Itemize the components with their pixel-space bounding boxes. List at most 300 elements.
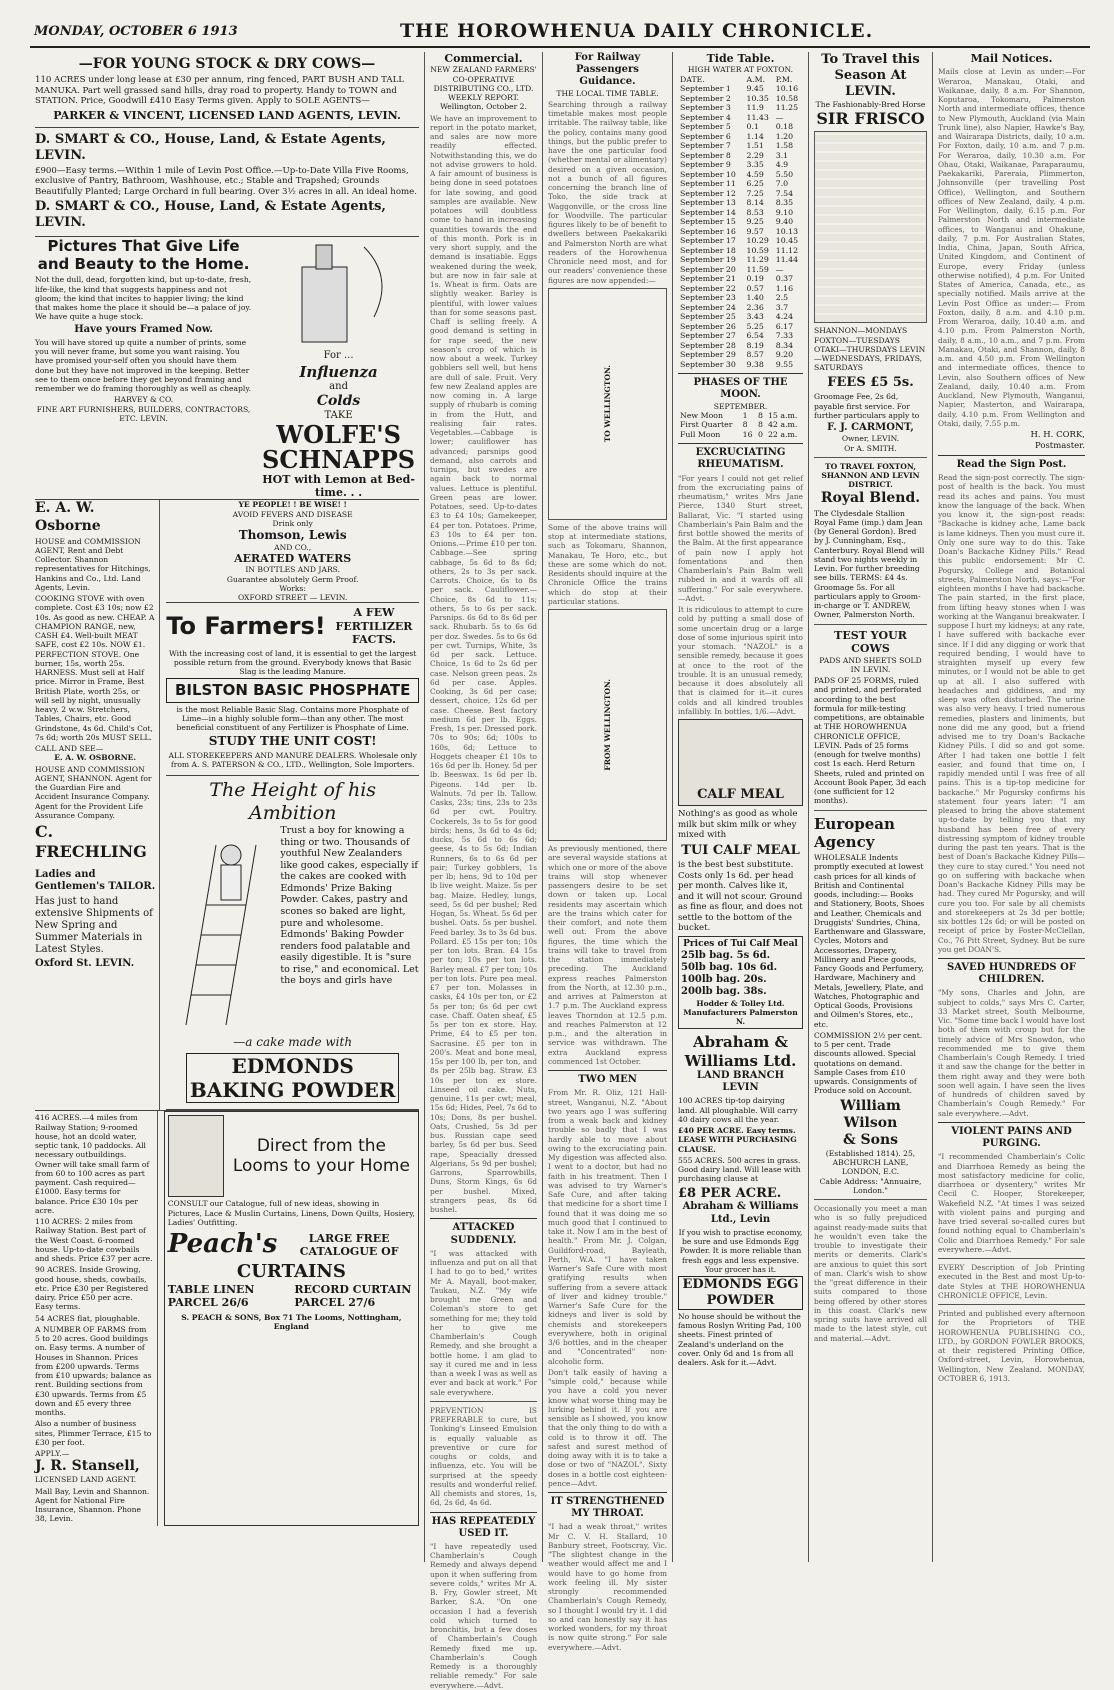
frechling-name: C. FRECHLING [35, 822, 147, 861]
ad-wolfes-schnapps [258, 237, 419, 500]
tide-row [678, 113, 803, 123]
price-row: 25lb bag. 5s 6d. [681, 949, 771, 961]
tide-row [678, 284, 803, 294]
tide-cell: September 6 [680, 131, 731, 141]
issue-date: MONDAY, OCTOBER 6 1913 [34, 24, 238, 39]
tide-row [678, 341, 803, 351]
moon-row [678, 420, 803, 430]
cows-text: PADS OF 25 FORMS, ruled and printed, and perforated according to the best formula for milk-testing competitions, are obtainable at THE HOROWHENUA CHRONICLE OFFICE, LEVIN. Pads of 25 forms (enough for twelve months) cost 1s each. Herd Return Sheets, ruled and printed on Account Book Paper, 3d each (one sufficient for 12 months). [814, 676, 927, 806]
article-body: Mails close at Levin as under:—For Weraroa, Manakau, Otaki, and Waikanae, daily, 8 a.m. For Shannon, Koputaroa, Tokomaru, Palmerston North and intermediate offices, thence to New Plymouth, Auckland (via Main Trunk line), also Napier, Hawke's Bay, and Wairarapa Districts, daily, 10 a.m. For Foxton, daily, 10 a.m. and 7 p.m. For Weraroa, daily, 10.30 a.m. For Ohau, Otaki, Waikanae, Paraparaumu, Paekakariki, Pareraia, Plimmerton, Johnsonville (per travelling Post Office), Wellington, and Southern offices of New Zealand, daily, 4 p.m. For Wellington, daily, 6.15 p.m. For Palmerston North and intermediate offices, to Wanganui and Ohakune, daily, 7 p.m. For Australian States, India, China, Japan, South Africa, United Kingdom, and Continent of Europe, every Friday (unless otherwise notified), 4 p.m. For United States of America, Canada, etc., as specially notified. Mails arrive at the Levin Post Office as under:— From Foxton, daily, 8 a.m. and 4.10 p.m. From Weraroa, daily, 10.40 a.m. and 4.10 p.m. From Palmerston North, daily, 8 a.m., 10 a.m., and 7 p.m. From Manakau, Otaki, and Shannon, daily, 8 a.m. and 4.50 p.m. From Wellington and intermediate offices, thence to Levin, also Southern offices of New Zealand, daily, 10.40 a.m. From Auckland, New Plymouth, Wanganui, Napier, Masterton, and Wairarapa, daily, 4.10 p.m. From Wellington and Otaki, daily, 7.55 p.m. [938, 67, 1085, 428]
ad-land-5: A NUMBER OF FARMS from 5 to 20 acres. Good buildings on. Easy terms. A number of Houses in Shannon. Prices from £200 upwards. Terms from £10 upwards; balance as rent. Building sections from £30 upwards. Terms from £5 down and £5 every three months. [35, 1324, 152, 1418]
tide-cell: 2.29 [746, 150, 764, 160]
tide-row [678, 84, 803, 94]
tide-row [678, 274, 803, 284]
article-body: As previously mentioned, there are several wayside stations at which one or more of the above trains will stop whenever passengers desire to be set down or taken up. Local residents may ascertain which are the trains which cater for their comfort, and note them well out. From the above figures, the time which the trains will take to travel from the station immediately preceding. The Auckland express reaches Palmerston from the North, at 12.30 p.m., and arrives at Palmerston at 1.7 p.m. The Auckland express leaves Thorndon at 12.5 p.m. and reaches Palmerston at 12 p.m., and the alteration in service was withdrawn. The extra Auckland express commenced 1st October. [548, 844, 667, 1066]
ad-title: —FOR YOUNG STOCK & DRY COWS— [78, 56, 376, 72]
column-mail-notices [933, 52, 1090, 1562]
tide-cell: 11.44 [775, 255, 799, 265]
tide-cell: 2.5 [775, 293, 789, 303]
ad-name: J. R. Stansell, [35, 1458, 140, 1475]
wolfe-for: For ... [323, 350, 354, 362]
moon-cell: 0 [758, 429, 763, 439]
moon-cell: 1 [742, 410, 748, 420]
section-title: For Railway Passengers Guidance. [574, 52, 641, 88]
egg-brand: EDMONDS EGG POWDER [678, 1276, 803, 1310]
newspaper-title: THE HOROWHENUA DAILY CHRONICLE. [400, 20, 874, 42]
tide-cell: 0.57 [746, 283, 764, 293]
tide-cell: 6.25 [746, 179, 764, 189]
wolfe-and: and [329, 380, 348, 392]
tide-cell: September 12 [680, 188, 736, 198]
moon-cell: 8 [742, 420, 748, 430]
tide-cell: 7.0 [775, 179, 789, 189]
moon-cell: 42 a.m. [767, 420, 798, 430]
ad-text: CONSULT our Catalogue, full of new ideas, showing in Pictures, Lace & Muslin Curtains, Linens, Down Quilts, Hosiery, Ladies' Outfitting. [167, 1199, 415, 1227]
tide-cell: 10.35 [746, 93, 769, 103]
ad-street: OXFORD STREET — LEVIN. [237, 593, 348, 603]
wilson-cable: Cable Address: "Annuaire, London." [819, 1176, 922, 1195]
tide-header: DATE. [680, 74, 705, 84]
tide-cell: 7.25 [746, 188, 764, 198]
tide-cell: 10.59 [746, 245, 769, 255]
moon-month: SEPTEMBER. [713, 401, 768, 411]
tide-cell: 6.17 [775, 321, 794, 331]
wolfe-take: TAKE [324, 410, 353, 422]
ad-land-1: 416 ACRES.—4 miles from Railway Station; 9-roomed house, hot an dcold water, septic tank, 10 paddocks. All necessary outbuildings. Owner will take small farm of from 60 to 100 acres as part payment. Cash required—£1000. Easy terms for balance. Price £30 10s per acre. [35, 1113, 150, 1215]
tide-cell: 3.7 [775, 302, 789, 312]
tide-cell: 9.45 [746, 84, 764, 94]
egg-text: If you wish to practise economy, be sure and use Edmonds Egg Powder. It is more reliable than fresh eggs and less expensive. Your grocer has it. [678, 1227, 803, 1274]
tide-cell: September 28 [680, 340, 736, 350]
tide-cell: September 27 [680, 331, 736, 341]
ad-guar: Guarantee absolutely Germ Proof. [226, 574, 359, 584]
wilson-sons: & Sons [842, 1131, 899, 1148]
ad-title-2: and Beauty to the Home. [37, 255, 250, 274]
boy-on-ladder-illustration [166, 825, 276, 1035]
tide-cell: 1.58 [775, 141, 794, 151]
ad-land-6: Also a number of business sites, Plimmer Terrace, £15 to £30 per foot. [35, 1419, 152, 1447]
column-tide [673, 52, 809, 1562]
tide-cell: 8.19 [746, 340, 764, 350]
ad-apply: APPLY.— [35, 1449, 70, 1459]
tide-cell: 6.54 [746, 331, 764, 341]
tide-cell: 4.59 [746, 169, 764, 179]
article-body: "I recommended Chamberlain's Colic and Diarrhoea Remedy as being the most satisfactory medicine for colic, diarrhoea or dysentery," writes Mr Cecil C. Hooper, Storekeeper, Wakefield N.Z. "At times I was seized with violent pains and purging and have tried several so-called cures but found nothing equal to Chamberlain's Colic and Diarrhoea Remedy." For sale everywhere.—Advt. [938, 1152, 1085, 1254]
ad-address: S. PEACH & SONS, Box 71 The Looms, Nottingham, England [181, 1312, 402, 1331]
tide-row [678, 208, 803, 218]
tide-cell: September 3 [680, 103, 731, 113]
section-title: Mail Notices. [970, 52, 1053, 65]
ad-title: The Height of his Ambition [209, 778, 377, 824]
article-body: From Mr. R. Oliz, 121 Hall-street, Wanganui, N.Z. "About two years ago I was suffering from a weak back and kidney trouble so badly that I was hardly able to move about owing to the excruciating pain. My digestion was affected also. I went to a doctor, but had no faith in his treatment. Then I was advised to try Warner's Safe Cure, and after taking that medicine for a short time I found that it was doing me so much good that I continued to take it. Now I am in the best of health." From Mr. J. Colgan, Guildford-road, Bayleath, Perth, W.A. "I have taken Warner's Safe Cure with most gratifying results when suffering from a severe attack of liver and kidney trouble." Warner's Safe Cure for the kidneys and liver is sold by chemists and storekeepers everywhere, both in original 3/6 bottles, and in the cheaper and "Concentrated" non-alcoholic form. [548, 1088, 667, 1366]
ad-firm-2: FINE ART FURNISHERS, BUILDERS, CONTRACTORS, ETC. LEVIN. [36, 404, 251, 423]
tide-row [678, 189, 803, 199]
timetable-to-wellington [548, 288, 667, 520]
tide-cell: 7.54 [775, 188, 794, 198]
postmaster-title: Postmaster. [1034, 440, 1085, 451]
timetable-from-wellington [548, 609, 667, 841]
article-body: "I had a weak throat," writes Mr C. V. H. Stallard, 10 Banbury street, Footscray, Vic. "The slightest change in the weather would affect me and I would have to go home from work feeling ill. My sister strongly recommended Chamberlain's Cough Remedy, so I thought I would try it. I did so and can honestly say it has worked wonders, for my throat is now quite strong." For sale everywhere.—Advt. [548, 1522, 667, 1652]
wilson-est: (Established 1814). 25, ABCHURCH LANE, LONDON, E.C. [825, 1148, 916, 1177]
article-body: PREVENTION IS PREFERABLE to cure, but Tonking's Linseed Emulsion is equally valuable as preventive or cure for coughs or colds, and influenza, etc. You will be surprised at the speedy results and wonderful relief. All chemists and stores, 1s, 6d, 2s 6d, 4s 6d. [430, 1405, 537, 1508]
tide-cell: 9.25 [746, 217, 764, 227]
article-body: Read the sign-post correctly. The sign-post of health is the back. You must read its aches and pains. You must know the language of the back. When you know it, the sign-post reads: "Backache is kidney ache, Lame back is lame kidneys. Then you must cure it. Only one sure way to do this. Take Doan's Backache Kidney Pills." Read this public endorsement: Mr C. Pogursky, College and Botanical streets, Palmerston North, says:—"For eighteen months I have had backache. The pain started, in the first place, from lifting heavy stones when I was working at the Wanganui breakwater. I suppose I hurt my kidneys; at any rate, I have suffered with backache ever since. If I did any digging or work that required bending, I would have to straighten myself up every few minutes, or I would not be able to get up at all. I also suffered with headaches and giddiness, and my sleep was often disturbed. The urine was also very heavy. I tried numerous remedies, plasters and liniments, but none did me any good, but a friend advised me to try Doan's Backache Kidney Pills. I did so and got some. After I had taken one bottle I felt easier, and found that time on, I rapidly mended until I was free of all pains. This is a tip-top medicine for backache." Mr Pogursky confirms his statement four years later: "I am pleased to bring the above statement up-to-date by telling you that my husband has been free of every distressing symptom of kidney trouble during the past ten years. That is the best of Doan's Backache Kidney Pills—they cure to stay cured." You need not go on suffering with backache when Doan's Backache Kidney Pills may be had. They cured Mr Pogursky, and will cure you too. For sale by all chemists and storekeepers at 2s 3d per bottle; six bottles 12s 6d; or will be posted on receipt of price by Foster-McClellan, Co., 76 Pitt Street, Sydney. But be sure you get DOAN'S. [938, 473, 1086, 954]
ad-name: E. A. W. OSBORNE. [54, 753, 137, 763]
tide-row [678, 103, 803, 113]
article-heading: EXCRUCIATING RHEUMATISM. [678, 443, 803, 471]
ad-and: AND CO., [274, 542, 312, 552]
tide-cell: September 19 [680, 255, 736, 265]
ad-works: Works: [279, 583, 306, 593]
ad-avoid: AVOID FEVERS AND DISEASE [232, 509, 353, 519]
tide-cell: 8.57 [746, 350, 764, 360]
tide-cell: September 24 [680, 302, 736, 312]
tide-cell: September 21 [680, 274, 736, 284]
article-heading: Read the Sign Post. [938, 455, 1085, 471]
tide-cell: September 30 [680, 359, 736, 369]
ad-thomson-lewis [166, 500, 419, 602]
manufacturer: Hodder & Tolley Ltd. Manufacturers Palmerston N. [683, 998, 798, 1027]
tide-cell: 11.29 [746, 255, 769, 265]
ad-title: To Farmers! [166, 611, 326, 640]
ad-pictures [35, 237, 252, 500]
tide-row [678, 198, 803, 208]
ad-text: With the increasing cost of land, it is essential to get the largest possible return from the ground. Everybody knows that Basic Slag is the leading Manure. [169, 648, 417, 677]
ad-footer: D. SMART & CO., House, Land, & Estate Agents, LEVIN. [35, 199, 386, 230]
tide-table [678, 75, 803, 370]
ad-firm: HARVEY & CO. [113, 395, 174, 405]
tide-row [678, 322, 803, 332]
frechling-addr: Oxford St. LEVIN. [35, 958, 135, 970]
column-railway [543, 52, 673, 1652]
masthead [30, 18, 1090, 48]
article-heading: ATTACKED SUDDENLY. [430, 1218, 537, 1246]
european-text-2: COMMISSION 2½ per cent. to 5 per cent. Trade discounts allowed. Special quotations on demand. Sample Cases from £10 upwards. Consignments of Produce sold on Account. [814, 1030, 923, 1096]
tide-cell: September 15 [680, 217, 736, 227]
parcel-record-curtain: RECORD CURTAIN PARCEL 27/6 [294, 1282, 412, 1310]
tide-cell: 4.24 [775, 312, 794, 322]
price-row: 100lb bag. 20s. [681, 974, 767, 986]
tide-row [678, 265, 803, 275]
price-row: 200lb bag. 38s. [681, 986, 767, 998]
ad-free: LARGE FREE CATALOGUE OF [299, 1231, 399, 1258]
tide-cell: 1.40 [746, 293, 764, 303]
ad-peach-curtains [164, 1111, 419, 1525]
calf-text: Nothing's as good as whole milk but skim milk or whey mixed with [678, 809, 798, 841]
article-heading: VIOLENT PAINS AND PURGING. [938, 1122, 1085, 1150]
ad-brand: BILSTON BASIC PHOSPHATE [166, 678, 419, 702]
ad-to-farmers [166, 603, 419, 775]
tide-cell: September 26 [680, 321, 736, 331]
ad-call: CALL AND SEE— [35, 744, 104, 754]
tide-cell: 10.29 [746, 236, 769, 246]
aw-text: 100 ACRES tip-top dairying land. All ploughable. Will carry 40 dairy cows all the year. [678, 1096, 798, 1124]
tide-cell: — [775, 264, 784, 274]
tide-cell: September 17 [680, 236, 736, 246]
ad-bottles: IN BOTTLES AND JARS. [245, 565, 341, 575]
tide-cell: 1.14 [746, 131, 764, 141]
ad-text: Not the dull, dead, forgotten kind, but up-to-date, fresh, life-like, the kind that suggests happiness and not gloom; the kind that incites to happier living; the kind that makes home the place it should be—a palace of joy. We have quite a huge stock. [35, 275, 252, 322]
tide-cell: 1.16 [775, 283, 794, 293]
tide-cell: September 8 [680, 150, 731, 160]
tide-cell: 8.34 [775, 340, 794, 350]
moon-row [678, 411, 803, 421]
ad-footer: PARKER & VINCENT, LICENSED LAND AGENTS, LEVIN. [53, 108, 401, 122]
wolfe-hot: HOT with Lemon at Bed-time. . . [262, 472, 415, 500]
moon-table [678, 411, 803, 440]
tide-cell: 9.40 [775, 217, 794, 227]
frechling-text: Has just to hand extensive Shipments of New Spring and Summer Materials in Latest Styles. [35, 895, 153, 956]
ad-items: COOKING STOVE with oven complete. Cost £3 10s; now £2 10s. As good as new. CHEAP. A CHAMPION RANGE, new, CASH £4. Well-built MEAT SAFE, cost £2 10s. NOW £1. PERFECTION STOVE. One burner, 15s, worth 25s. HARNESS. Must sell at Half price. Mirror in Frame, Best British Plate, worth 25s, or will sell by night, unusually heavy. 2 w.w. Stretchers, Tables, Chairs, etc. Good Grindstone, 4s 6d. Child's Cot, 7s 6d; worth 20s MUST SELL. [35, 594, 155, 742]
article-heading: SAVED HUNDREDS OF CHILDREN. [938, 958, 1085, 986]
tide-cell: 11.12 [775, 245, 799, 255]
ad-title: Pictures That Give Life [47, 236, 240, 255]
bottle-illustration [274, 237, 404, 347]
cows-title: TEST YOUR COWS [834, 628, 907, 656]
tide-cell: 10.13 [775, 226, 799, 236]
aw-title: Abraham & Williams Ltd. [684, 1033, 797, 1070]
tide-cell: 11.43 [746, 112, 769, 122]
ad-land-3: 90 ACRES. Inside Growing, good house, sheds, cowbails, etc. Price £30 per Registered dairy. Price £50 per acre. Easy terms. [35, 1265, 149, 1312]
european-text: WHOLESALE Indents promptly executed at lowest cash prices for all kinds of British and Continental goods, including:— Books and Stationery, Boots, Shoes and Leather, Chemicals and Druggists' Sundries, China, Earthenware and Glassware, Cycles, Motors and Accessories, Drapery, Millinery and Piece goods, Fancy Goods and Perfumery, Hardware, Machinery and Metals, Jewellery, Plate, and Watches, Photographic and Optical Goods, Provisions and Oilmen's Stores, etc., etc. [814, 853, 926, 1029]
moon-cell: 8 [758, 420, 763, 430]
rb-text: The Clydesdale Stallion Royal Fame (imp.) dam Jean (by General Gordon). Bred by J. Cunningham, Esq., Canterbury. Royal Blend will stand two nights weekly in Levin. For further breeding see bills. TERMS: £4 4s. Groomage 5s. For all particulars apply to Groom-in-charge or T. ANDREW, Owner, Palmerston North. [814, 508, 925, 620]
tide-cell: September 14 [680, 207, 736, 217]
tide-cell: September 11 [680, 179, 736, 189]
calf-brand: TUI CALF MEAL [681, 842, 800, 858]
ad-text: Trust a boy for knowing a thing or two. Thousands of youthful New Zealanders like good cakes, especially if the cakes are cooked with Edmonds' Prize Baking Powder. Cakes, pastry and scones so baked are light, pure and wholesome. Edmonds' Baking Powder renders food palatable and easily digestible. It is "sure to rise," and economical. Let the boys and girls have [280, 824, 419, 987]
aw-price: £40 PER ACRE. Easy terms. LEASE WITH PURCHASING CLAUSE. [678, 1126, 797, 1154]
section-subtitle: HIGH WATER AT FOXTON. [687, 65, 794, 75]
article-body: It is ridiculous to attempt to cure cold by putting a small dose of some uncertain drug or a large dose of some injurious spirit into your stomach. "NAZOL" is a sensible remedy, because it goes at once to the root of the trouble. It is an unusual remedy, because it does absolutely all that is claimed for it—it cures colds and all kindred troubles infallibly. In bottles, 1/6.—Advt. [678, 605, 803, 716]
tide-cell: 7.33 [775, 331, 794, 341]
ad-land-4: 54 ACRES flat, ploughable. [35, 1313, 140, 1323]
moon-heading: PHASES OF THE MOON. [678, 373, 803, 401]
tide-cell: 10.45 [775, 236, 799, 246]
moon-row [678, 430, 803, 440]
section-title: Commercial. [444, 52, 523, 65]
ad-head: YE PEOPLE! ! BE WISE! ! [238, 500, 347, 510]
tide-cell: 3.35 [746, 160, 764, 170]
ad-text-2: is the most Reliable Basic Slag. Contains more Phosphate of Lime—in a highly soluble form—than any other. The most beneficial constituent of any Fertilizer is Phosphate of Lime. [176, 704, 409, 733]
ad-text: 110 ACRES under long lease at £30 per annum, ring fenced, PART BUSH AND TALL MANUKA. Part well grassed sand hills, dray road to property. Handy to TOWN and STATION. Price, Goodwill £410 Easy Terms given. Apply to SOLE AGENTS— [35, 75, 405, 107]
frechling-tailor: Ladies and Gentlemen's TAILOR. [35, 869, 156, 893]
ad-edmonds-ambition [166, 776, 419, 1111]
aw-price-2: £8 PER ACRE. [678, 1185, 782, 1201]
calf-meal-label: CALF MEAL [697, 787, 784, 803]
ad-made: —a cake made with [233, 1034, 353, 1049]
house-illustration [168, 1115, 224, 1197]
tide-cell: 8.14 [746, 198, 764, 208]
ad-aerated: AERATED WATERS [234, 552, 352, 566]
tide-cell: September 7 [680, 141, 731, 151]
tide-cell: 11.59 [746, 264, 769, 274]
tide-cell: 5.25 [746, 321, 764, 331]
tide-cell: 0.19 [746, 274, 764, 284]
tide-cell: 11.25 [775, 103, 799, 113]
tide-cell: 9.38 [746, 359, 764, 369]
tide-cell: September 25 [680, 312, 736, 322]
imprint: Printed and published every afternoon for the Proprietors of THE HOROWHENUA PUBLISHING CO., LTD., by GORDON FOWLER BROOKS, at their registered Printing Office, Oxford-street, Levin, Horowhenua, Wellington, New Zealand. MONDAY, OCTOBER 6, 1913. [938, 1309, 1085, 1383]
rb-heading: TO TRAVEL FOXTON, SHANNON AND LEVIN DISTRICT. [821, 461, 920, 490]
ad-land-2: 110 ACRES: 2 miles from Railway Station. Best part of the West Coast. 6-roomed house. Up-to-date cowbails and sheds. Price £37 per acre. [35, 1217, 153, 1264]
european-title: European Agency [814, 814, 895, 851]
cows-subtitle: PADS AND SHEETS SOLD IN LEVIN. [819, 655, 922, 674]
tide-cell: 9.57 [746, 226, 764, 236]
roslyn-text: No house should be without the famous Roslyn Writing Pad, 100 sheets. Finest printed of Zealand's underland on the cover. Only 6d and 1s from all dealers. Ask for it.—Advt. [678, 1311, 802, 1367]
ad-title: To Travel this Season At LEVIN. [821, 52, 920, 99]
calf-prices [678, 936, 803, 1029]
ad-name: Thomson, Lewis [238, 528, 347, 543]
wolfe-colds: Colds [316, 392, 361, 409]
tide-cell: September 29 [680, 350, 736, 360]
article-heading: IT STRENGTHENED MY THROAT. [548, 1492, 667, 1520]
moon-cell: 15 a.m. [767, 410, 798, 420]
aw-branch: LAND BRANCH LEVIN [696, 1069, 785, 1094]
article-body: Don't talk easily of having a "simple cold," because while you have a cold you never know what worse thing may be lurking behind it. If you are sensible as I showed, you know that the only thing to do with a cold is to throw it off. The safest and surest method of doing away with it is to take a dose or two of "NAZOL". Sixty doses in a bottle cost eighteen-pence—Advt. [548, 1367, 667, 1488]
ad-young-stock [35, 52, 419, 128]
ad-drink: Drink only [272, 518, 313, 528]
tide-cell: 11.9 [746, 103, 764, 113]
ad-brand: EDMONDS BAKING POWDER [186, 1053, 399, 1104]
tide-row [678, 132, 803, 142]
tide-cell: 2.36 [746, 302, 764, 312]
ad-title: Direct from the Looms to your Home [232, 1135, 410, 1177]
rb-title: Royal Blend. [820, 489, 921, 506]
tide-cell: September 22 [680, 283, 736, 293]
tide-cell: 9.20 [775, 350, 794, 360]
tide-cell: 1.20 [775, 131, 794, 141]
tide-row [678, 360, 803, 370]
tide-cell: 3.1 [775, 150, 789, 160]
tide-cell: September 13 [680, 198, 736, 208]
tide-row [678, 122, 803, 132]
ad-stansell [35, 1111, 158, 1525]
report-heading: WEEKLY REPORT. [447, 93, 520, 103]
owner-alt: Or A. SMITH. [844, 443, 897, 453]
ad-addr: Mall Bay, Levin and Shannon. Agent for National Fire Insurance, Shannon. Phone 38, Levin. [35, 1486, 150, 1524]
tide-cell: 1.51 [746, 141, 764, 151]
tide-cell: 9.55 [775, 359, 794, 369]
tide-row [678, 227, 803, 237]
ad-text: £900—Easy terms.—Within 1 mile of Levin Post Office.—Up-to-Date Villa Five Rooms, exclusive of Pantry, Bathroom, Washhouse, etc.; Stable and Trapshed; Grounds Beautifully Planted; Large Orchard in full bearing. Over 3½ acres in all. An ideal home. [35, 165, 417, 197]
tide-cell: — [775, 112, 784, 122]
wilson-name: William Wilson [840, 1097, 901, 1131]
tide-cell: September 2 [680, 93, 731, 103]
ad-curtains: CURTAINS [236, 1260, 346, 1282]
calf-text-2: is the best best substitute. Costs only 1s 6d. per head per month. Calves like it, and it will not scour. Ground as fine as flour, and does not settle to the bottom of the bucket. [678, 860, 803, 934]
calf-illustration [678, 719, 803, 806]
column-stallions [809, 52, 933, 1562]
stud-schedule: SHANNON—MONDAYS FOXTON—TUESDAYS OTAKI—THURSDAYS LEVIN—WEDNESDAYS, FRIDAYS, SATURDAYS [814, 326, 926, 373]
tide-cell: 0.18 [775, 122, 794, 132]
fees: FEES £5 5s. [827, 374, 914, 390]
article-body: "For years I could not get relief from the excruciating pains of rheumatism," writes Mrs Jane Pierce, 1340 Sturt street, Ballarat, Vic. "I started using Chamberlain's Pain Balm and the first bottle showed the merits of the Balm. At the first appearance of pain now I apply hot fomentations and then Chamberlain's Pain Balm well rubbed in and it wards off all suffering." For sale everywhere.—Advt. [678, 473, 803, 603]
article-body: Occasionally you meet a man who is so fully prejudiced against ready-made suits that he wouldn't even take the trouble to investigate their merits or demerits. Clark's are anxious to quiet this sort of man. Clark's wish to show the "great difference in their suits compared to those being offered by other stores in this coast. Clark's new spring suits have arrived all made to the latest style, cut and material.—Advt. [814, 1204, 927, 1343]
tide-row [678, 94, 803, 104]
tide-cell: September 5 [680, 122, 731, 132]
tide-row [678, 160, 803, 170]
wolfe-brand: WOLFE'S SCHNAPPS [262, 420, 416, 475]
ad-study: STUDY THE UNIT COST! [208, 734, 377, 749]
column-commercial [425, 52, 543, 1690]
fees-text: Groomage Fee, 2s 6d, payable first service. For further particulars apply to [814, 392, 920, 420]
tide-row [678, 141, 803, 151]
tide-cell: September 23 [680, 293, 736, 303]
wolfe-influenza: Influenza [299, 362, 378, 381]
ad-smart-co [35, 128, 419, 237]
tide-cell: September 10 [680, 169, 736, 179]
ad-side: A FEW FERTILIZER FACTS. [335, 606, 413, 647]
aw-footer: Abraham & Williams Ltd., Levin [682, 1201, 799, 1225]
ad-osborne [35, 500, 160, 1110]
tide-row [678, 236, 803, 246]
tide-row [678, 331, 803, 341]
moon-cell: 8 [758, 410, 763, 420]
report-date: Wellington, October 2. [440, 102, 527, 112]
tide-row [678, 170, 803, 180]
section-subtitle: THE LOCAL TIME TABLE. [556, 88, 659, 98]
article-body: We have an improvement to report in the potato market, and sales are now more readily effected. Notwithstanding this, we do not advise growers to hold. A fair amount of business is being done in seed potatoes for late sowing, and good samples are available. New potatoes will doubtless come to hand in increasing quantities towards the end of this month. Pork is in very short supply, and the demand is insatiable. Eggs weakened during the week, but are now in fair sale at 1s. Wheat is firm. Oats are slightly weaker. Barley is plentiful, with lower values than for some seasons past. Chaff is selling freely. A good demand is setting in for rape seed, the new season's crop of which is now about a week. Turkey gobblers sell well, but hens are dull of sale. Fruit. Very few new Zealand apples are now coming in. A large supply of rhubarb is coming in from the Hutt, and realising fair rates. Vegetables.—Cabbage is lower; cauliflower has advanced; parsnips good demand, also carrots and turnips, but swedes are again back to normal values. Lettuce is plentiful. Green peas are lower. Potatoes, seed. Up-to-dates £3 to £4 10s; Gamekeeper, £4 per ton. Potatoes. Prime, £3 10s to £4 per ton. Onions.—Prime £10 per ton. Cabbage.—See spring cabbage, 5s 6d to 8s 6d; others, 2s to 3s per sack. Carrots. Choice, 6s to 8s per sack. Cauliflower.—Choice, 8s 6d to 11s; others, 5s to 6s per sack. Parsnips. 6s 6d to 8s 6d per sack. Rhubarb. 5s to 6s 6d per doz. Swedes. 5s to 6s 6d per cwt. Turnips, White, 3s 6d per sack. Lettuce. Choice, 1s 6d to 2s 6d per case. Nelson green peas. 2s 6d per case. Apples. Cooking, 3s 6d per case; dessert, choice, 12s 6d per case. Cheese. Best factory medium 6d per lb. Eggs. Fresh, 1s per. Dressed pork. 70s to 90s; 6d; 100s to 160s, 6d; Lettuce to Hoggets cheaper £1 10s to 16s 6d per lb. Honey. 5d per lb. Beeswax. 1s 6d per lb. Pigeons. 14d per lb. Walnuts. 7d per lb. Tallow. Casks, 23s; tins, 23s to 23s 6d per cwt. Poultry. Cockerels, 3s to 5s for good birds; hens, 3s 6d to 4s 6d; ducks, 5s 6d to 6s 6d; geese, 4s to 5s 6d; Indian Runners, 6s to 6s 6d per pair; Turkey gobblers, 1s per lb; hens, 9d to 10d per lb live weight. Maize. 5s per bag. Maize. Hedley, lungs, seed, 5s 6d per bushel; Red Hogan, 5s. Wheat. 5s 6d per bushel. Oats. 5s per bushel. Feed barley. 3s to 3s 6d bus. Pollard. £5 15s per ton; 10s per ton lots. Bran. £4 15s per ton; 10s per ton lots. Barley meal. £7 per ton; 10s per ton lots. Pure pea meal. £7 per ton. Molasses in casks, £4 10s per ton, or £2 5s per ton; 6s 6d per cwt case. Chaff. Oaten sheaf, £5 5s per ton ex store. Hay. Prime, £4 to £5 per ton. Sacrasine. £5 per ton in 200's. Meat and bone meal, 15s per 100 lb, per ton, and 8s per 25lb bag. Straw. £3 10s per ton ex store. Linseed oil cake. Nuts, genuine, 11s per cwt; meal, 15s 6d; Hides, Peel, 7s 6d to 10s; Dons, 8s per bushel. Oats, Crushed, 5s 3d per bus. Russian cape seed barley, 5s 6d per bus. Seed rape, Speacially dressed Algerians, 5s 9d per bushel; Garrons, Sparrowbills, Duns, Storm Kings, 6s 6d per bushel. Mixed, strangers peas, 8s 6d bushel. [430, 113, 538, 1215]
tide-cell: 10.16 [775, 84, 799, 94]
article-body: "I have repeatedly used Chamberlain's Cough Remedy and always depend upon it when suffering from severe colds," writes Mr A. B. Fry, Gowler street, Mt Barker, S.A. "On one occasion I had a feverish cold which turned to bronchitis, but a few doses of Chamberlain's Cough Remedy fixed me up. Chamberlain's Cough Remedy is a thoroughly reliable remedy." For sale everywhere.—Advt. [430, 1541, 537, 1690]
tide-row [678, 293, 803, 303]
tide-cell: 0.1 [746, 122, 759, 132]
printing-notice: EVERY Description of Job Printing executed in the Best and most Up-to-date Styles at THE HOROWHENUA CHRONICLE OFFICE, Levin. [938, 1263, 1085, 1300]
ad-text-2: You will have stored up quite a number of prints, some you will never frame, but some you want raising. You have promised your-self often you should have them done but they have not improved in the keeping. Better see to them once before they get beyond framing and remember we do framing thoroughly as well as cheaply. [35, 337, 252, 394]
tide-row [678, 312, 803, 322]
tide-cell: 3.43 [746, 312, 764, 322]
ad-title: D. SMART & CO., House, Land, & Estate Agents, LEVIN. [35, 131, 386, 163]
tide-header: A.M. [746, 74, 766, 84]
tide-cell: 4.9 [775, 160, 789, 170]
ad-subtitle: The Fashionably-Bred Horse [815, 99, 926, 109]
parcel-table-linen: TABLE LINEN PARCEL 26/6 [167, 1282, 255, 1310]
tide-row [678, 246, 803, 256]
tide-row [678, 151, 803, 161]
tide-cell: 5.50 [775, 169, 794, 179]
tide-row [678, 217, 803, 227]
article-heading: HAS REPEATEDLY USED IT. [430, 1512, 537, 1540]
tide-cell: 10.58 [775, 93, 799, 103]
advert-column-left [30, 52, 425, 1562]
tide-cell: September 16 [680, 226, 736, 236]
tide-row [678, 350, 803, 360]
moon-cell: New Moon [680, 410, 723, 420]
ad-title: E. A. W. Osborne [35, 500, 101, 534]
tide-cell: 9.10 [775, 207, 794, 217]
ad-brand: Peach's [167, 1229, 278, 1260]
ad-text: HOUSE and COMMISSION AGENT, Rent and Debt Collector. Shannon representatives for Hitchings, Hankins and Co., Ltd. Land Agents, Levin. [35, 536, 151, 592]
tide-cell: September 18 [680, 245, 736, 255]
aw-text-2: 555 ACRES. 500 acres in grass. Good dairy land. Will lease with purchasing clause at [678, 1155, 801, 1184]
tide-cell: 8.35 [775, 198, 794, 208]
tide-row [678, 303, 803, 313]
tide-cell: September 20 [680, 264, 736, 274]
tide-header: P.M. [775, 74, 793, 84]
owner-name: F. J. CARMONT, [827, 422, 914, 434]
tide-row [678, 255, 803, 265]
timetable-heading: FROM WELLINGTON. [602, 679, 612, 771]
article-body: "I was attacked with influenza and put on all that I had to go to bed," writes Mr A. Mayall, boot-maker, Taukau, N.Z. "My wife brought me Green and Coleman's store to get something for me; they told her to give me Chamberlain's Cough Remedy, and she brought a bottle home. I am glad to say it cured me and in less than a week I was as well as ever and back at work." For sale everywhere. [430, 1248, 537, 1397]
tide-cell: 8.53 [746, 207, 764, 217]
ad-licence: LICENSED LAND AGENT. [35, 1475, 137, 1485]
article-heading: TWO MEN [548, 1070, 667, 1086]
owner-place: Owner, LEVIN. [841, 434, 900, 444]
ad-agents: ALL STOREKEEPERS AND MANURE DEALERS. Wholesale only from A. S. PATERSON & CO., LTD., Wellington, Sole Importers. [168, 751, 417, 770]
ad-text-2: HOUSE AND COMMISSION AGENT, SHANNON. Agent for the Guardian Fire and Accident Insurance Company. Agent for the Provident Life Assurance Company. [35, 764, 152, 820]
moon-cell: First Quarter [680, 420, 733, 430]
